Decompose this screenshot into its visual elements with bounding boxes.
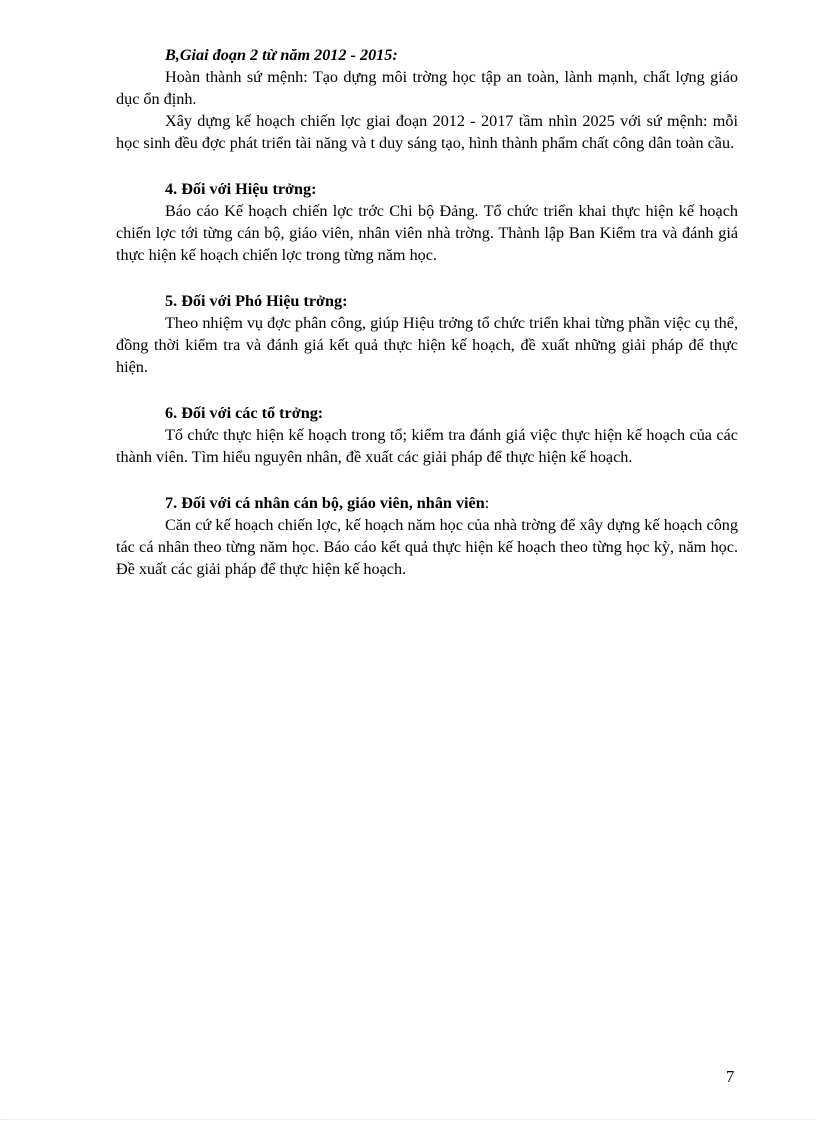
section-b-paragraph-1: Hoàn thành sứ mệnh: Tạo dựng môi trờng học tập an toàn, lành mạnh, chất lợng giáo dục ổn định.	[116, 68, 738, 108]
spacer	[116, 266, 738, 290]
section-7-heading-colon: :	[484, 494, 490, 512]
section-b-heading: B,Giai đoạn 2 từ năm 2012 - 2015:	[165, 46, 398, 64]
section-4-paragraph: Báo cáo Kế hoạch chiến lợc trớc Chi bộ Đảng. Tổ chức triển khai thực hiện kế hoạch chiến lợc tới từng cán bộ, giáo viên, nhân viên nhà trờng. Thành lập Ban Kiểm tra và đánh giá thực hiện kế hoạch chiến lợc trong từng năm học.	[116, 202, 738, 264]
section-6-heading: 6. Đối với các tổ trởng:	[165, 404, 324, 422]
page-bottom-edge	[0, 1119, 816, 1120]
document-body	[116, 44, 738, 580]
section-b-paragraph-2: Xây dựng kế hoạch chiến lợc giai đoạn 2012 - 2017 tầm nhìn 2025 với sứ mệnh: mỗi học sinh đều đợc phát triển tài năng và t duy sáng tạo, hình thành phẩm chất công dân toàn cầu.	[116, 112, 738, 152]
section-5-heading: 5. Đối với Phó Hiệu trởng:	[165, 292, 348, 310]
section-6-paragraph: Tổ chức thực hiện kế hoạch trong tổ; kiểm tra đánh giá việc thực hiện kế hoạch của các thành viên. Tìm hiểu nguyên nhân, đề xuất các giải pháp để thực hiện kế hoạch.	[116, 426, 738, 466]
section-7-paragraph: Căn cứ kế hoạch chiến lợc, kế hoạch năm học của nhà trờng để xây dựng kế hoạch công tác cá nhân theo từng năm học. Báo cáo kết quả thực hiện kế hoạch theo từng học kỳ, năm học. Đề xuất các giải pháp để thực hiện kế hoạch.	[116, 516, 738, 578]
page-number: 7	[726, 1067, 735, 1086]
spacer	[116, 154, 738, 178]
section-4-heading: 4. Đối với Hiệu trởng:	[165, 180, 317, 198]
section-5-paragraph: Theo nhiệm vụ đợc phân công, giúp Hiệu trởng tổ chức triển khai từng phần việc cụ thể, đồng thời kiểm tra và đánh giá kết quả thực hiện kế hoạch, đề xuất những giải pháp để thực hiện.	[116, 314, 738, 376]
section-7-heading	[116, 492, 738, 514]
section-7-heading-text: 7. Đối với cá nhân cán bộ, giáo viên, nhân viên	[165, 494, 485, 512]
spacer	[116, 378, 738, 402]
spacer	[116, 468, 738, 492]
